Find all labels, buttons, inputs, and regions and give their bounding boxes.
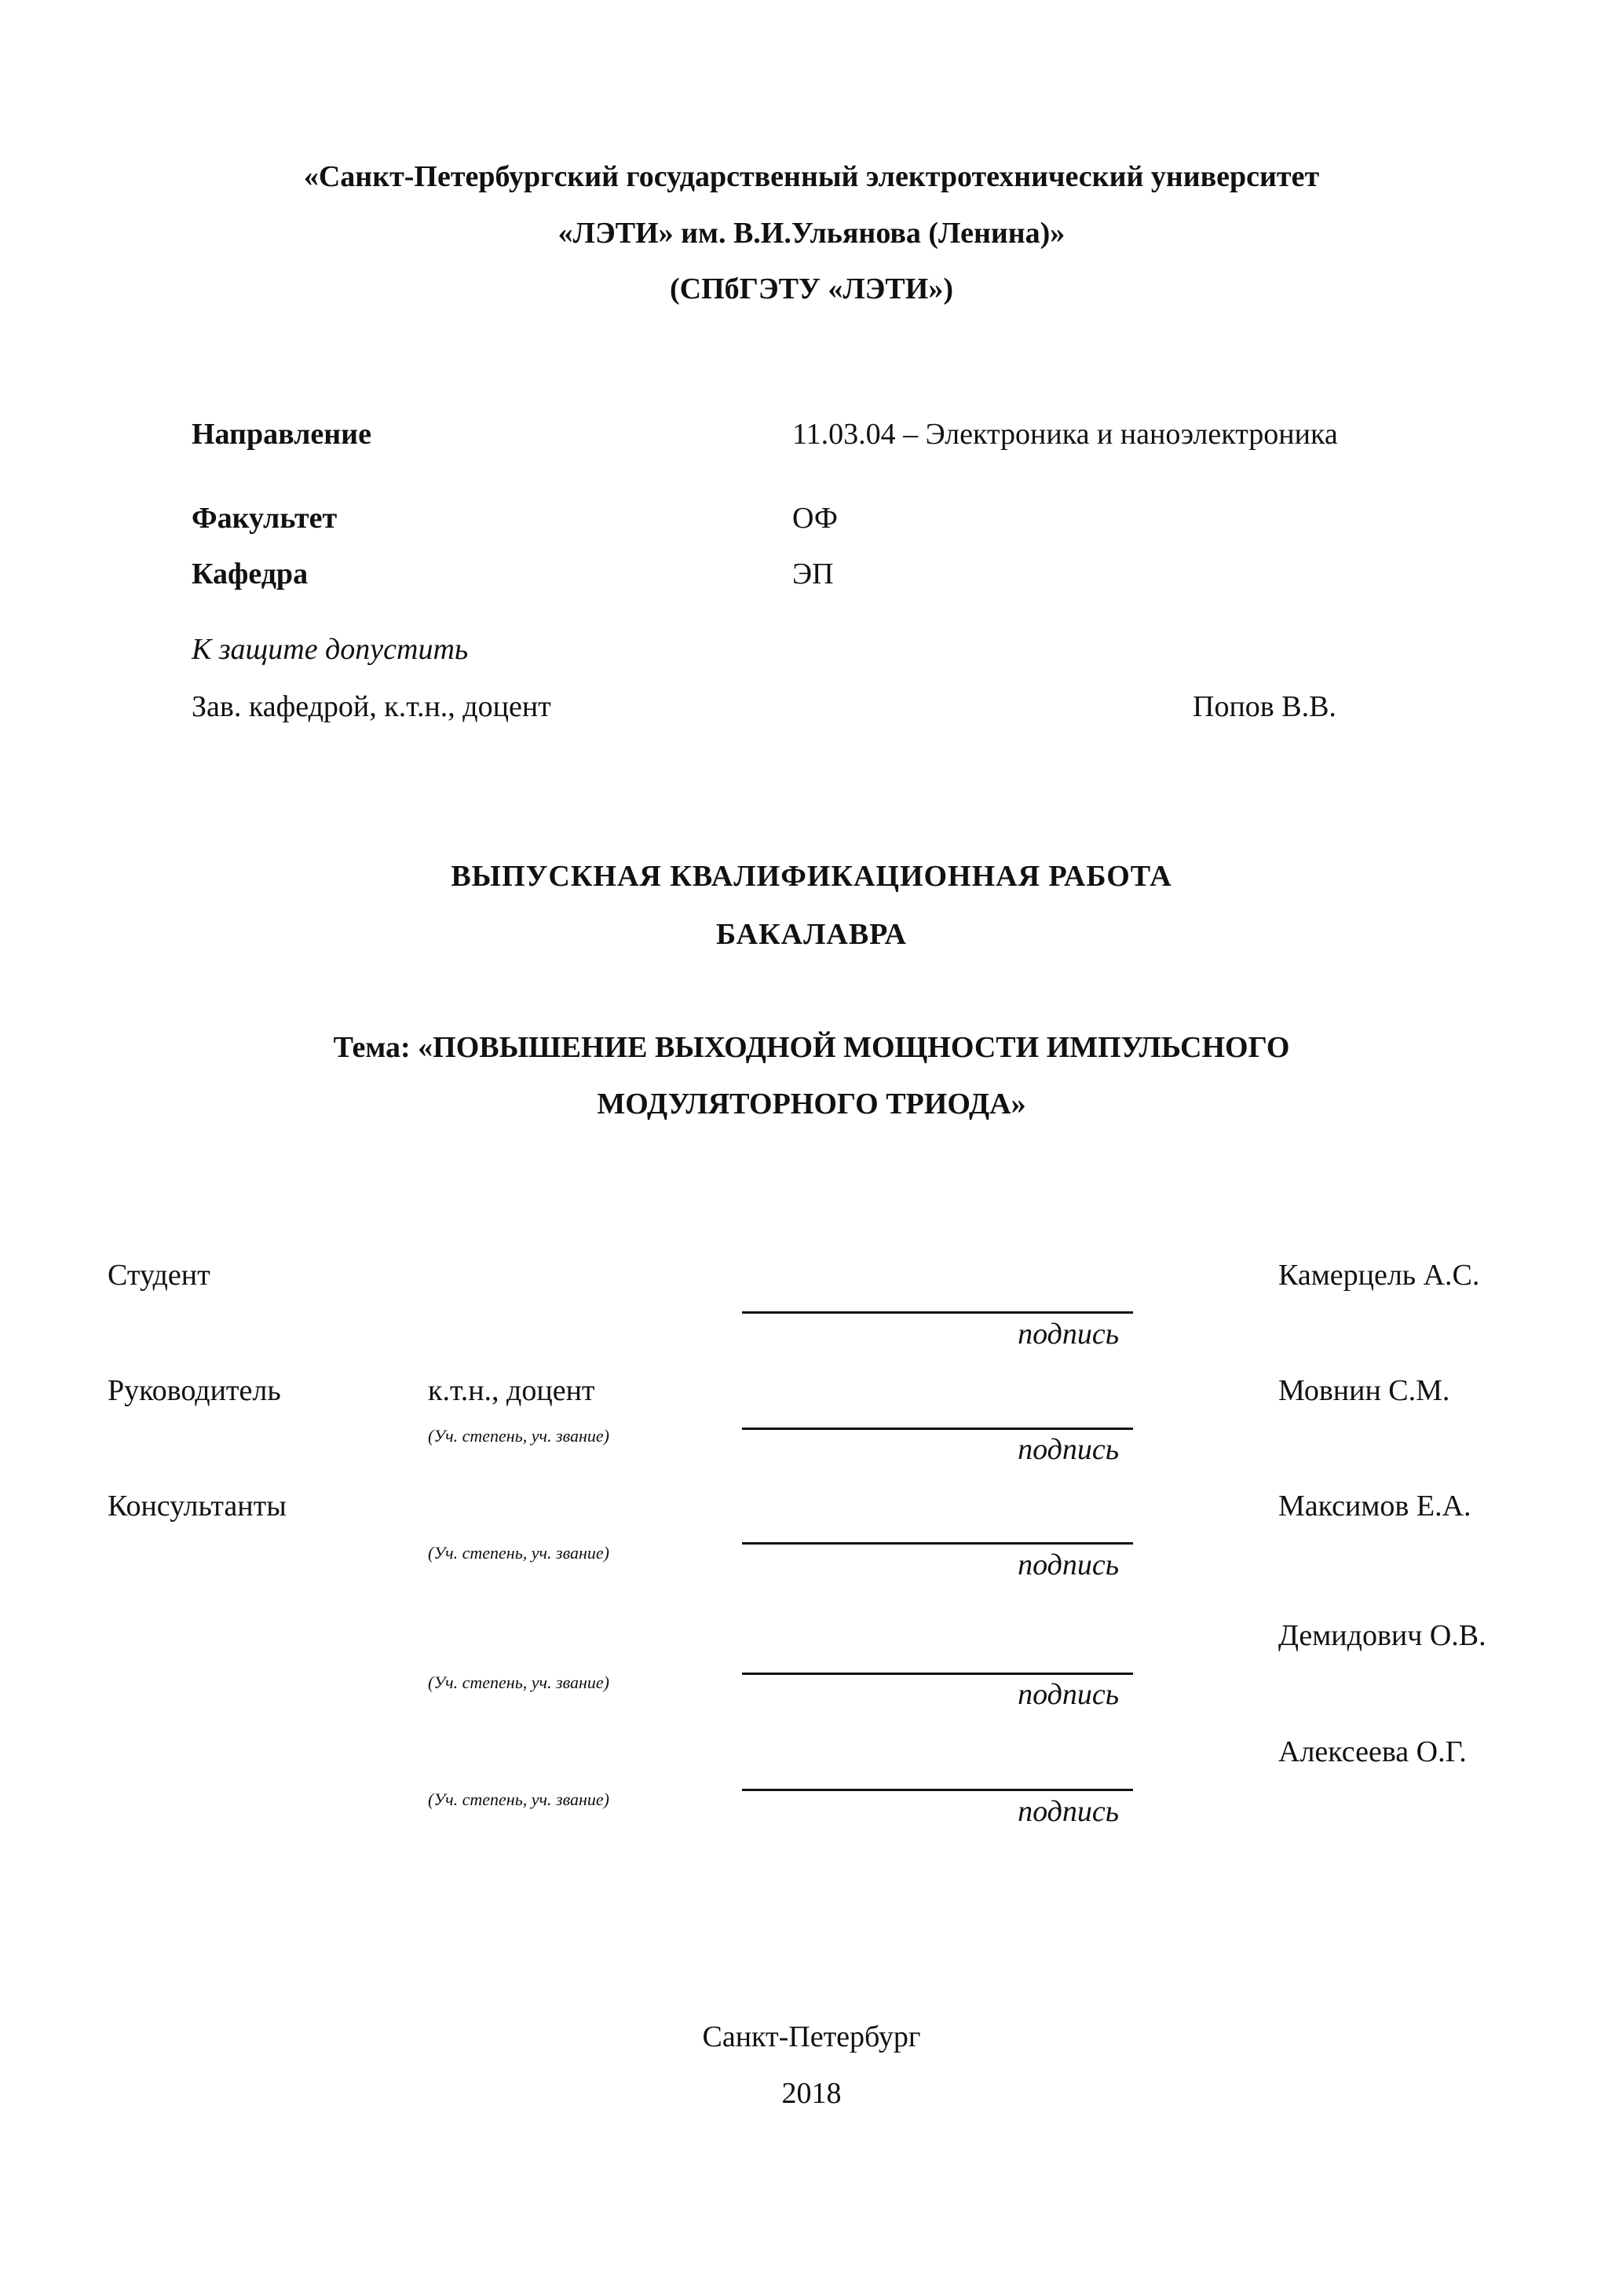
direction-label: Направление <box>192 418 371 451</box>
university-abbreviation: (СПбГЭТУ «ЛЭТИ») <box>670 272 953 305</box>
consultant-name: Алексеева О.Г. <box>1278 1735 1467 1768</box>
supervisor-signature-caption: подпись <box>1018 1433 1119 1466</box>
consultant-degree-hint: (Уч. степень, уч. звание) <box>428 1673 609 1692</box>
topic-line1: Тема: «ПОВЫШЕНИЕ ВЫХОДНОЙ МОЩНОСТИ ИМПУЛЬСНОГО <box>333 1031 1290 1064</box>
consultant-signature-caption: подпись <box>1018 1678 1119 1711</box>
faculty-value: ОФ <box>792 502 838 535</box>
consultant-signature-line <box>742 1789 1133 1791</box>
student-label: Студент <box>108 1259 210 1292</box>
approval-title: К защите допустить <box>192 633 469 666</box>
consultant-degree-hint: (Уч. степень, уч. звание) <box>428 1790 609 1809</box>
student-name: Камерцель А.С. <box>1278 1259 1480 1292</box>
faculty-label: Факультет <box>192 502 338 535</box>
consultant-name: Максимов Е.А. <box>1278 1490 1471 1523</box>
work-type-line1: ВЫПУСКНАЯ КВАЛИФИКАЦИОННАЯ РАБОТА <box>451 860 1172 893</box>
consultant-signature-line <box>742 1542 1133 1545</box>
supervisor-signature-line <box>742 1428 1133 1430</box>
student-signature-caption: подпись <box>1018 1318 1119 1351</box>
university-name-line1: «Санкт-Петербургский государственный электротехнический университет <box>303 160 1320 193</box>
supervisor-degree: к.т.н., доцент <box>428 1374 595 1407</box>
consultant-degree-hint: (Уч. степень, уч. звание) <box>428 1543 609 1563</box>
supervisor-label: Руководитель <box>108 1374 281 1407</box>
department-label: Кафедра <box>192 558 309 590</box>
consultant-signature-caption: подпись <box>1018 1548 1119 1581</box>
footer-city: Санкт-Петербург <box>702 2020 921 2053</box>
department-value: ЭП <box>792 558 834 590</box>
approval-position: Зав. кафедрой, к.т.н., доцент <box>192 690 551 723</box>
university-name-line2: «ЛЭТИ» им. В.И.Ульянова (Ленина)» <box>557 217 1066 250</box>
supervisor-name: Мовнин С.М. <box>1278 1374 1450 1407</box>
consultant-signature-caption: подпись <box>1018 1795 1119 1828</box>
topic-line2: МОДУЛЯТОРНОГО ТРИОДА» <box>597 1088 1026 1121</box>
approval-name: Попов В.В. <box>1193 690 1336 723</box>
work-type-line2: БАКАЛАВРА <box>716 918 907 951</box>
consultant-name: Демидович О.В. <box>1278 1619 1486 1652</box>
consultant-signature-line <box>742 1673 1133 1675</box>
student-signature-line <box>742 1311 1133 1314</box>
direction-value: 11.03.04 – Электроника и наноэлектроника <box>792 418 1338 451</box>
consultants-label: Консультанты <box>108 1490 287 1523</box>
supervisor-degree-hint: (Уч. степень, уч. звание) <box>428 1426 609 1446</box>
footer-year: 2018 <box>781 2077 842 2110</box>
